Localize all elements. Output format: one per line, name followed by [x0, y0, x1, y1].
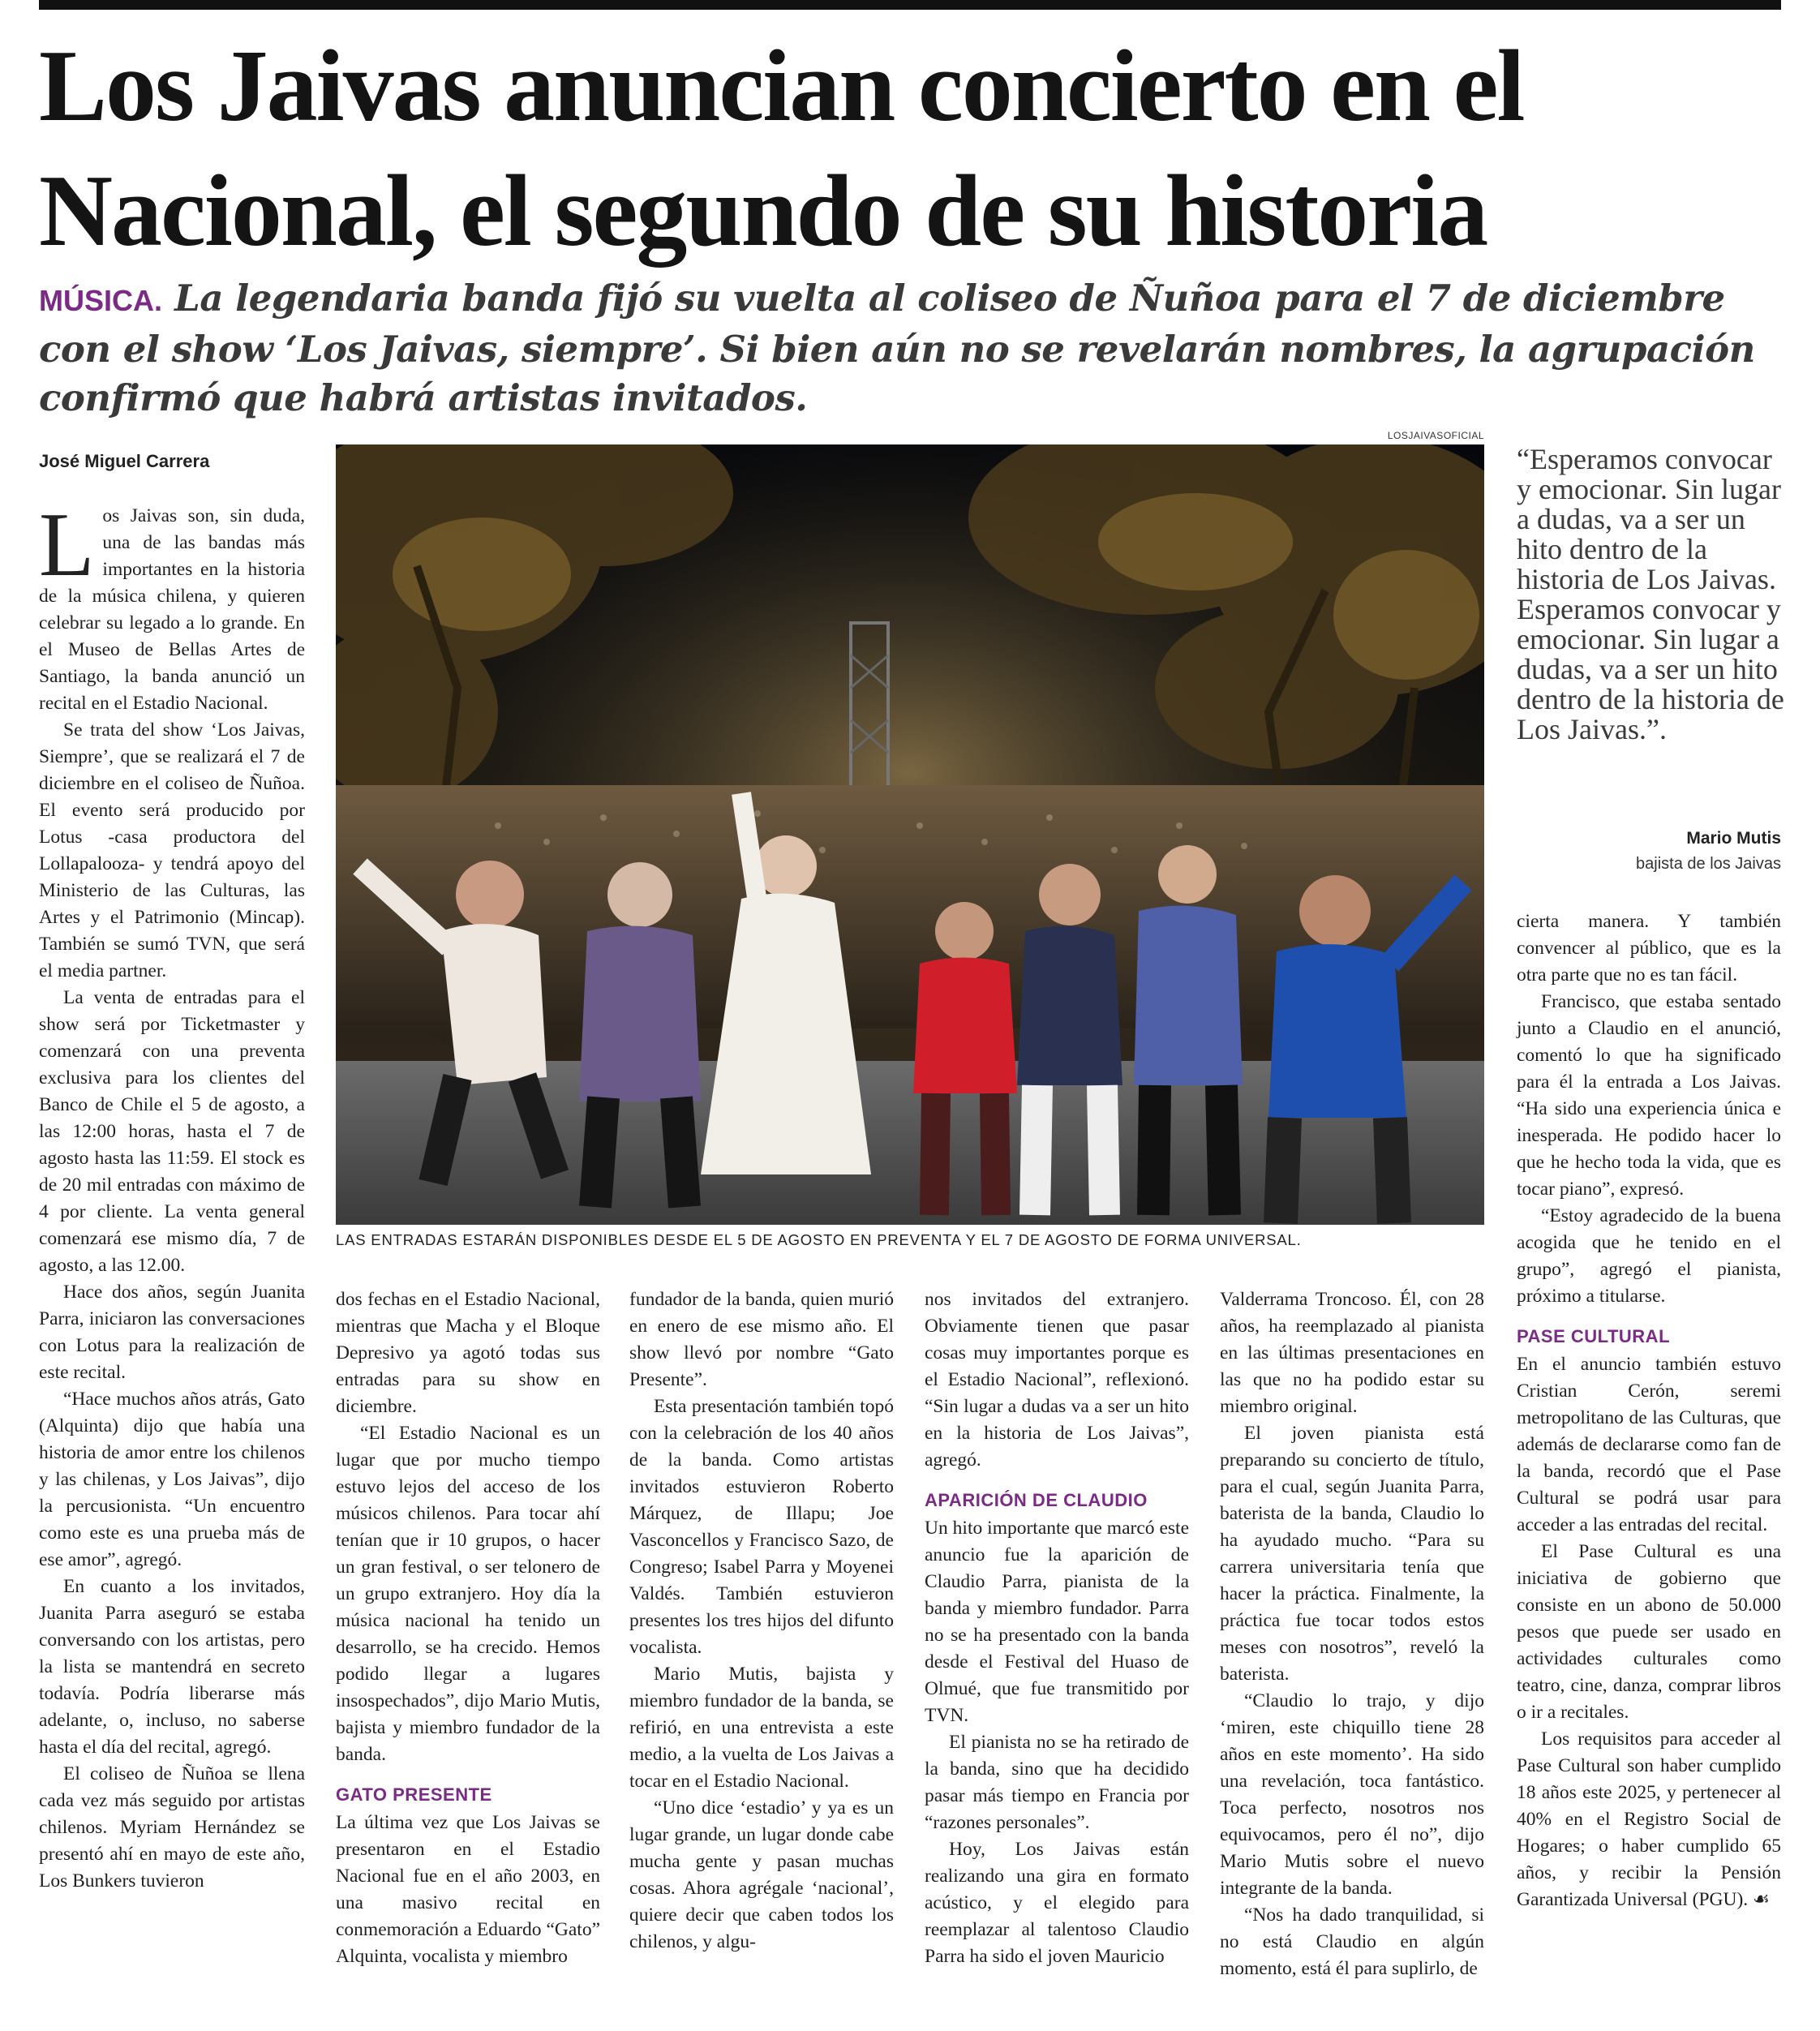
end-mark-icon: ☙: [1753, 1889, 1771, 1910]
paragraph: La última vez que Los Jaivas se presentaron en el Estadio Nacional fue en el año 2003, en una masivo recital en conmemoración a Eduardo “Gato” Alquinta, vocalista y miembro: [336, 1812, 600, 1967]
paragraph: “Claudio lo trajo, y dijo ‘miren, este chiquillo tiene 28 años en este momento’. Ha sido una revelación, toca fantástico. Toca perfecto, nosotros nos equivocamos, pero él no”, dijo Mario Mutis sobre el nuevo integrante de la banda.: [1220, 1690, 1484, 1899]
deck-text: La legendaria banda fijó su vuelta al coliseo de Ñuñoa para el 7 de diciembre con el show ‘Los Jaivas, siempre’. Si bien aún no se revelarán nombres, la agrupación confirmó que habrá artistas invitados.: [39, 277, 1755, 419]
article-column-5: [1220, 1286, 1484, 1982]
paragraph: “El Estadio Nacional es un lugar que por mucho tiempo estuvo lejos del acceso de los músicos chilenos. Para tocar ahí tenían que ir 10 grupos, o hacer un gran festival, o ser telonero de un grupo extranjero. Hoy día la música nacional ha tenido un desarrollo, se ha crecido. Hemos podido llegar a lugares insospechados”, dijo Mario Mutis, bajista y miembro fundador de la banda.: [336, 1423, 600, 1765]
paragraph: nos invitados del extranjero. Obviamente tienen que pasar cosas muy importantes porque es el Estadio Nacional”, reflexionó. “Sin lugar a dudas va a ser un hito en la historia de Los Jaivas”, agregó.: [925, 1289, 1189, 1471]
paragraph: En cuanto a los invitados, Juanita Parra aseguró se estaba conversando con los artistas, pero la lista se mantendrá en secreto todavía. Podría liberarse más adelante, o, incluso, no saberse hasta el día del recital, agregó.: [39, 1576, 305, 1758]
deck: [39, 274, 1783, 423]
top-rule: [39, 0, 1781, 10]
paragraph: dos fechas en el Estadio Nacional, mientras que Macha y el Bloque Depresivo ya agotó todas sus entradas para su show en diciembre.: [336, 1289, 600, 1417]
band-photo: [336, 444, 1484, 1225]
paragraph: El Pase Cultural es una iniciativa de gobierno que consiste en un abono de 50.000 pesos que puede ser usado en actividades culturales como teatro, cine, danza, comprar libros o ir a recitales.: [1517, 1541, 1781, 1723]
paragraph: Se trata del show ‘Los Jaivas, Siempre’, que se realizará el 7 de diciembre en el coliseo de Ñuñoa. El evento será producido por Lotus -casa productora del Lollapalooza- y tendrá apoyo del Ministerio de las Culturas, las Artes y el Patrimonio (Mincap). También se sumó TVN, que será el media partner.: [39, 719, 305, 981]
paragraph-text: Los requisitos para acceder al Pase Cultural son haber cumplido 18 años este 2025, y pertenecer al 40% en el Registro Social de Hogares; o haber cumplido 65 años, y recibir la Pensión Garantizada Universal (PGU).: [1517, 1728, 1781, 1910]
byline: José Miguel Carrera: [39, 451, 210, 471]
paragraph: La venta de entradas para el show será por Ticketmaster y comenzará con una preventa exclusiva para los clientes del Banco de Chile el 5 de agosto, a las 12:00 horas, hasta el 7 de agosto hasta las 11:59. El stock es de 20 mil entradas con máximo de 4 por cliente. La venta general comenzará ese mismo día, 7 de agosto, a las 12.00.: [39, 987, 305, 1276]
paragraph: Esta presentación también topó con la celebración de los 40 años de la banda. Como artistas invitados estuvieron Roberto Márquez, de Illapu; Joe Vasconcellos y Francisco Sazo, de Congreso; Isabel Parra y Moyenei Valdés. También estuvieron presentes los tres hijos del difunto vocalista.: [629, 1396, 894, 1658]
paragraph: [39, 495, 305, 717]
pull-quote-role: bajista de los Jaivas: [1636, 855, 1781, 873]
article-column-6: [1517, 908, 1781, 1913]
pull-quote-name: Mario Mutis: [1686, 829, 1781, 848]
subheading: PASE CULTURAL: [1517, 1326, 1671, 1346]
paragraph: Hoy, Los Jaivas están realizando una gira en formato acústico, y el elegido para reemplazar al talentoso Claudio Parra ha sido el joven Mauricio: [925, 1839, 1189, 1967]
pull-quote: “Esperamos convocar y emocionar. Sin lugar a dudas, va a ser un hito dentro de la historia de Los Jaivas. Esperamos convocar y emocionar. Sin lugar a dudas, va a ser un hito dentro de la historia de Los Jaivas.”.: [1517, 443, 1784, 745]
paragraph: El joven pianista está preparando su concierto de título, para el cual, según Juanita Parra, baterista de la banda, Claudio lo ha ayudado mucho. “Para su carrera universitaria tenía que hacer la práctica. Finalmente, la práctica fue tocar todos estos meses con nosotros”, reveló la baterista.: [1220, 1423, 1484, 1685]
paragraph: Valderrama Troncoso. Él, con 28 años, ha reemplazado al pianista en las últimas presentaciones en las que no ha podido estar su miembro original.: [1220, 1289, 1484, 1417]
paragraph: Hace dos años, según Juanita Parra, iniciaron las conversaciones con Lotus para la realización de este recital.: [39, 1282, 305, 1383]
paragraph-text: os Jaivas son, sin duda, una de las bandas más importantes en la historia de la música chilena, y quieren celebrar su legado a lo grande. En el Museo de Bellas Artes de Santiago, la banda anunció un recital en el Estadio Nacional.: [39, 505, 305, 714]
subheading: GATO PRESENTE: [336, 1784, 492, 1805]
paragraph: “Hace muchos años atrás, Gato (Alquinta) dijo que había una historia de amor entre los chilenos y las chilenas, y Los Jaivas”, dijo la percusionista. “Un encuentro como este es una prueba más de ese amor”, agregó.: [39, 1389, 305, 1570]
paragraph: [1517, 1726, 1781, 1913]
drop-cap: L: [39, 495, 95, 595]
paragraph: Un hito importante que marcó este anuncio fue la aparición de Claudio Parra, pianista de la banda y miembro fundador. Parra no se ha presentado con la banda desde el Festival del Huaso de Olmué, que fue transmitido por TVN.: [925, 1518, 1189, 1726]
article-column-3: [629, 1286, 894, 1956]
paragraph: En el anuncio también estuvo Cristian Cerón, seremi metropolitano de las Culturas, que además de declararse como fan de la banda, recordó que el Pase Cultural se podrá usar para acceder a las entradas del recital.: [1517, 1354, 1781, 1535]
photo-caption: LAS ENTRADAS ESTARÁN DISPONIBLES DESDE EL 5 DE AGOSTO EN PREVENTA Y EL 7 DE AGOSTO DE FORMA UNIVERSAL.: [336, 1231, 1302, 1248]
paragraph: “Nos ha dado tranquilidad, si no está Claudio en algún momento, está él para suplirlo, de: [1220, 1904, 1484, 1979]
photo-credit: LOSJAIVASOFICIAL: [1387, 430, 1484, 441]
subheading: APARICIÓN DE CLAUDIO: [925, 1490, 1148, 1510]
paragraph: “Estoy agradecido de la buena acogida que he tenido en el grupo”, agregó el pianista, próximo a titularse.: [1517, 1205, 1781, 1307]
paragraph: El coliseo de Ñuñoa se llena cada vez más seguido por artistas chilenos. Myriam Hernández se presentó ahí en mayo de este año, Los Bunkers tuvieron: [39, 1763, 305, 1891]
article-column-4: [925, 1286, 1189, 1970]
paragraph: “Uno dice ‘estadio’ y ya es un lugar grande, un lugar donde cabe mucha gente y pasan muchas cosas. Ahora agrégale ‘nacional’, quiere decir que caben todos los chilenos, y algu-: [629, 1797, 894, 1952]
article-column-2: [336, 1286, 600, 1970]
paragraph: cierta manera. Y también convencer al público, que es la otra parte que no es tan fácil.: [1517, 911, 1781, 985]
article-column-1: [39, 495, 305, 1895]
headline: Los Jaivas anuncian concierto en el Nacional, el segundo de su historia: [39, 30, 1524, 268]
paragraph: Francisco, que estaba sentado junto a Claudio en el anunció, comentó lo que ha significado para él la entrada a Los Jaivas. “Ha sido una experiencia única e inesperada. He podido hacer lo que he hecho toda la vida, que es tocar piano”, expresó.: [1517, 991, 1781, 1200]
paragraph: Mario Mutis, bajista y miembro fundador de la banda, se refirió, en una entrevista a este medio, a la vuelta de Los Jaivas a tocar en el Estadio Nacional.: [629, 1664, 894, 1792]
section-kicker: MÚSICA.: [39, 284, 162, 317]
paragraph: El pianista no se ha retirado de la banda, sino que ha decidido pasar más tiempo en Francia por “razones personales”.: [925, 1732, 1189, 1833]
paragraph: fundador de la banda, quien murió en enero de ese mismo año. El show llevó por nombre “Gato Presente”.: [629, 1289, 894, 1390]
